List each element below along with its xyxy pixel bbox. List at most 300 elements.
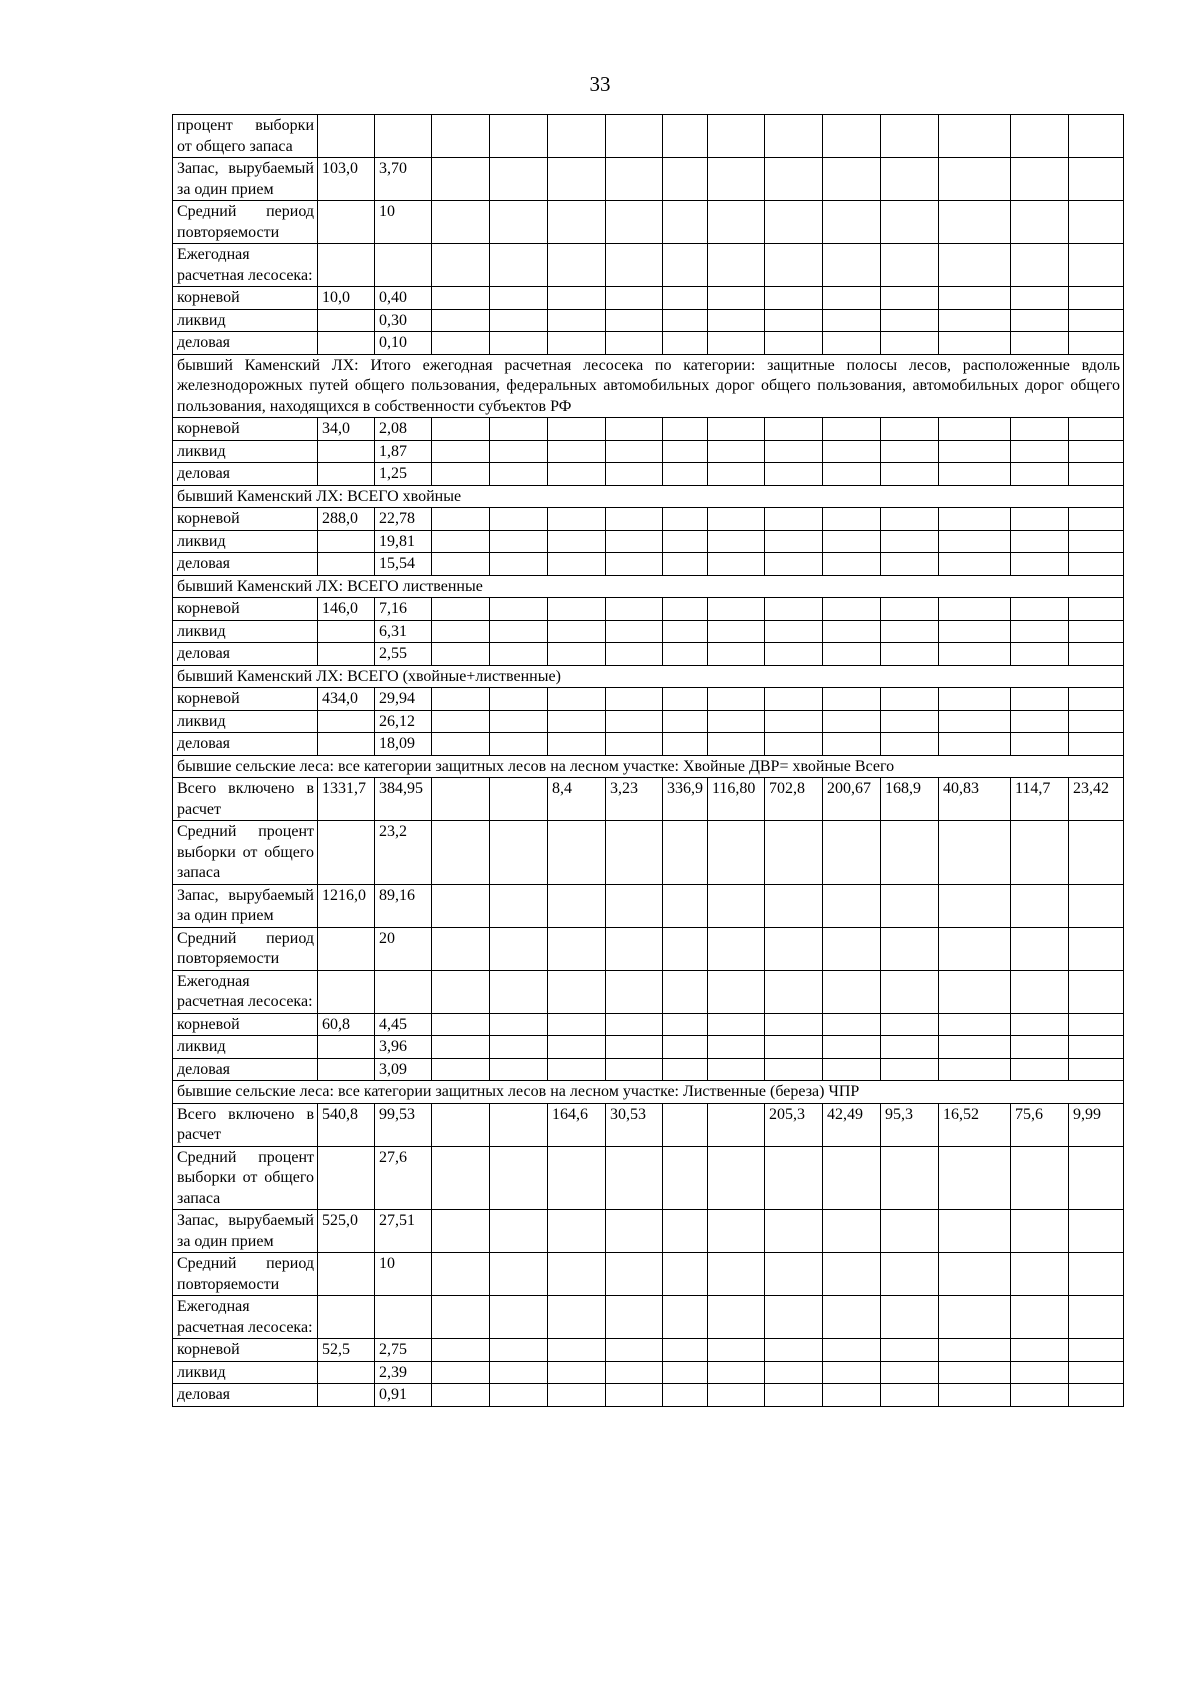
table-cell: 702,8 — [765, 778, 823, 821]
table-row — [173, 115, 1124, 158]
table-row — [173, 733, 1124, 756]
table-cell — [1069, 1339, 1124, 1362]
table-row — [173, 530, 1124, 553]
table-cell — [548, 710, 606, 733]
table-cell — [881, 821, 939, 885]
table-cell — [663, 440, 708, 463]
table-cell — [375, 970, 432, 1013]
table-cell — [708, 1036, 765, 1059]
table-cell — [881, 1210, 939, 1253]
table-cell — [1011, 1058, 1069, 1081]
table-cell — [765, 115, 823, 158]
table-cell — [663, 309, 708, 332]
table-row — [173, 332, 1124, 355]
table-cell — [1069, 1361, 1124, 1384]
table-cell: 384,95 — [375, 778, 432, 821]
table-cell — [939, 1013, 1011, 1036]
table-cell: 60,8 — [318, 1013, 375, 1036]
table-cell — [490, 821, 548, 885]
table-cell — [432, 244, 490, 287]
table-cell — [823, 688, 881, 711]
table-cell — [939, 115, 1011, 158]
table-cell — [318, 643, 375, 666]
table-cell — [548, 1361, 606, 1384]
table-cell — [1069, 332, 1124, 355]
table-cell — [606, 1384, 663, 1407]
table-cell — [606, 1058, 663, 1081]
table-cell — [708, 821, 765, 885]
table-cell — [823, 508, 881, 531]
row-label: деловая — [173, 1058, 318, 1081]
table-cell — [663, 158, 708, 201]
row-label: деловая — [173, 332, 318, 355]
table-cell — [490, 309, 548, 332]
table-cell — [1011, 821, 1069, 885]
table-cell — [708, 1058, 765, 1081]
table-row — [173, 1361, 1124, 1384]
table-cell — [1069, 553, 1124, 576]
table-cell — [663, 733, 708, 756]
table-cell — [1069, 643, 1124, 666]
table-cell — [823, 244, 881, 287]
table-cell — [823, 1036, 881, 1059]
table-cell: 200,67 — [823, 778, 881, 821]
section-header-row — [173, 485, 1124, 508]
table-cell — [548, 158, 606, 201]
table-cell — [708, 970, 765, 1013]
table-cell — [548, 733, 606, 756]
table-cell — [663, 1103, 708, 1146]
table-cell — [490, 508, 548, 531]
table-cell — [432, 1146, 490, 1210]
table-cell — [939, 733, 1011, 756]
table-row — [173, 1210, 1124, 1253]
table-cell — [881, 884, 939, 927]
table-cell: 16,52 — [939, 1103, 1011, 1146]
table-cell — [663, 1210, 708, 1253]
table-cell — [432, 688, 490, 711]
table-cell — [606, 553, 663, 576]
table-cell — [432, 710, 490, 733]
table-cell — [432, 463, 490, 486]
table-cell: 1331,7 — [318, 778, 375, 821]
table-cell — [318, 1058, 375, 1081]
table-row — [173, 309, 1124, 332]
table-cell — [765, 440, 823, 463]
table-cell — [548, 1384, 606, 1407]
table-cell — [606, 688, 663, 711]
table-cell — [490, 643, 548, 666]
table-cell — [939, 1253, 1011, 1296]
table-cell — [765, 463, 823, 486]
table-row — [173, 418, 1124, 441]
table-cell — [432, 1103, 490, 1146]
table-cell — [318, 244, 375, 287]
table-cell — [1069, 1146, 1124, 1210]
table-cell — [708, 1384, 765, 1407]
table-cell — [432, 733, 490, 756]
row-label: деловая — [173, 553, 318, 576]
table-cell — [823, 1058, 881, 1081]
table-cell — [1069, 158, 1124, 201]
table-cell — [490, 530, 548, 553]
table-cell — [881, 287, 939, 310]
table-cell — [490, 1146, 548, 1210]
table-row — [173, 440, 1124, 463]
table-cell — [823, 1013, 881, 1036]
table-cell — [823, 287, 881, 310]
table-cell — [1011, 598, 1069, 621]
table-cell — [548, 440, 606, 463]
table-cell — [939, 620, 1011, 643]
row-label: деловая — [173, 733, 318, 756]
table-cell — [606, 598, 663, 621]
table-cell — [1069, 927, 1124, 970]
table-cell — [765, 927, 823, 970]
row-label: Средний процент выборки от общего запаса — [173, 1146, 318, 1210]
table-cell — [490, 553, 548, 576]
table-cell — [318, 1146, 375, 1210]
table-cell — [432, 1036, 490, 1059]
table-cell — [490, 440, 548, 463]
table-cell — [606, 418, 663, 441]
row-label: ликвид — [173, 530, 318, 553]
table-cell — [823, 115, 881, 158]
table-cell — [939, 287, 1011, 310]
table-cell — [765, 1361, 823, 1384]
table-row — [173, 463, 1124, 486]
table-cell — [1011, 309, 1069, 332]
table-cell — [823, 1339, 881, 1362]
table-cell — [1069, 463, 1124, 486]
table-cell — [548, 643, 606, 666]
table-cell — [490, 244, 548, 287]
row-label: Ежегодная расчетная лесосека: — [173, 244, 318, 287]
table-cell — [318, 1253, 375, 1296]
table-cell — [432, 553, 490, 576]
table-cell — [432, 287, 490, 310]
table-cell — [490, 1103, 548, 1146]
row-label: ликвид — [173, 620, 318, 643]
table-cell — [765, 688, 823, 711]
table-cell — [1011, 418, 1069, 441]
table-cell: 40,83 — [939, 778, 1011, 821]
table-cell — [765, 309, 823, 332]
table-cell — [432, 332, 490, 355]
table-cell — [548, 418, 606, 441]
table-cell — [490, 1384, 548, 1407]
table-cell: 116,80 — [708, 778, 765, 821]
row-label: Запас, вырубаемый за один прием — [173, 1210, 318, 1253]
table-cell — [663, 620, 708, 643]
table-row — [173, 553, 1124, 576]
table-cell — [939, 463, 1011, 486]
table-cell — [881, 1036, 939, 1059]
table-cell — [548, 201, 606, 244]
table-cell — [881, 710, 939, 733]
table-cell — [663, 115, 708, 158]
table-cell — [939, 884, 1011, 927]
table-cell — [708, 158, 765, 201]
table-cell — [823, 1253, 881, 1296]
table-cell — [490, 598, 548, 621]
table-cell — [765, 1296, 823, 1339]
table-cell — [432, 201, 490, 244]
table-cell — [432, 821, 490, 885]
table-cell — [765, 332, 823, 355]
table-cell: 9,99 — [1069, 1103, 1124, 1146]
table-cell — [318, 733, 375, 756]
table-cell — [881, 1384, 939, 1407]
table-cell: 103,0 — [318, 158, 375, 201]
table-cell: 434,0 — [318, 688, 375, 711]
table-cell — [1069, 530, 1124, 553]
table-cell — [765, 1253, 823, 1296]
table-cell — [663, 463, 708, 486]
table-cell: 540,8 — [318, 1103, 375, 1146]
table-row — [173, 970, 1124, 1013]
table-cell — [318, 309, 375, 332]
table-cell — [606, 733, 663, 756]
table-cell — [490, 1036, 548, 1059]
table-cell — [1011, 553, 1069, 576]
table-cell — [318, 463, 375, 486]
table-cell — [663, 530, 708, 553]
table-cell — [663, 508, 708, 531]
table-cell — [318, 620, 375, 643]
row-label: корневой — [173, 508, 318, 531]
table-cell — [939, 201, 1011, 244]
table-cell — [432, 115, 490, 158]
table-cell — [708, 620, 765, 643]
table-cell — [881, 1058, 939, 1081]
table-cell — [1011, 287, 1069, 310]
table-cell — [490, 733, 548, 756]
table-cell — [548, 530, 606, 553]
table-cell — [939, 508, 1011, 531]
table-cell: 23,42 — [1069, 778, 1124, 821]
table-cell — [765, 1036, 823, 1059]
table-cell — [881, 553, 939, 576]
table-cell — [548, 1036, 606, 1059]
row-label: деловая — [173, 463, 318, 486]
table-cell — [1069, 115, 1124, 158]
table-cell — [606, 1361, 663, 1384]
row-label: Средний период повторяемости — [173, 1253, 318, 1296]
table-cell — [1069, 1253, 1124, 1296]
table-cell — [708, 553, 765, 576]
table-cell — [939, 821, 1011, 885]
table-cell: 4,45 — [375, 1013, 432, 1036]
table-cell — [823, 1361, 881, 1384]
table-cell — [606, 927, 663, 970]
table-cell — [606, 309, 663, 332]
table-cell — [490, 287, 548, 310]
table-cell — [881, 1146, 939, 1210]
table-cell — [881, 332, 939, 355]
table-cell — [548, 598, 606, 621]
table-cell — [1011, 643, 1069, 666]
table-cell — [606, 643, 663, 666]
section-header-row — [173, 1081, 1124, 1104]
table-row — [173, 1036, 1124, 1059]
table-row — [173, 508, 1124, 531]
table-cell — [1011, 115, 1069, 158]
table-cell — [1011, 733, 1069, 756]
table-cell — [490, 927, 548, 970]
table-cell: 27,51 — [375, 1210, 432, 1253]
table-cell — [1011, 1036, 1069, 1059]
table-cell — [548, 508, 606, 531]
table-cell — [939, 530, 1011, 553]
table-cell — [708, 201, 765, 244]
table-cell — [1011, 1361, 1069, 1384]
table-cell — [823, 158, 881, 201]
table-cell — [490, 1339, 548, 1362]
table-cell — [663, 1253, 708, 1296]
table-cell — [765, 1013, 823, 1036]
table-body — [173, 115, 1124, 1407]
table-cell — [490, 970, 548, 1013]
table-row — [173, 1384, 1124, 1407]
table-cell — [939, 1058, 1011, 1081]
table-cell — [1011, 1253, 1069, 1296]
table-cell — [432, 1253, 490, 1296]
table-cell — [939, 418, 1011, 441]
table-cell — [548, 115, 606, 158]
table-cell: 34,0 — [318, 418, 375, 441]
table-cell — [663, 1146, 708, 1210]
table-cell — [881, 440, 939, 463]
table-cell: 52,5 — [318, 1339, 375, 1362]
table-cell: 23,2 — [375, 821, 432, 885]
table-cell — [663, 884, 708, 927]
table-cell — [1069, 821, 1124, 885]
table-cell — [606, 1339, 663, 1362]
row-label: деловая — [173, 1384, 318, 1407]
table-cell: 0,10 — [375, 332, 432, 355]
table-cell — [823, 201, 881, 244]
table-cell: 336,9 — [663, 778, 708, 821]
table-cell — [375, 115, 432, 158]
row-label: ликвид — [173, 440, 318, 463]
row-label: Запас, вырубаемый за один прием — [173, 884, 318, 927]
row-label: ликвид — [173, 710, 318, 733]
table-cell — [548, 927, 606, 970]
table-cell — [708, 115, 765, 158]
table-cell — [663, 1058, 708, 1081]
table-cell — [881, 1013, 939, 1036]
table-cell — [663, 332, 708, 355]
table-cell — [708, 530, 765, 553]
table-cell — [432, 927, 490, 970]
table-cell: 114,7 — [1011, 778, 1069, 821]
table-cell — [823, 598, 881, 621]
table-cell — [1011, 530, 1069, 553]
table-cell — [490, 1013, 548, 1036]
table-row — [173, 1339, 1124, 1362]
row-label: Ежегодная расчетная лесосека: — [173, 970, 318, 1013]
table-cell: 22,78 — [375, 508, 432, 531]
table-cell — [708, 1146, 765, 1210]
table-cell — [708, 1210, 765, 1253]
section-title: бывший Каменский ЛХ: ВСЕГО лиственные — [173, 575, 1124, 598]
table-cell — [1069, 418, 1124, 441]
row-label: корневой — [173, 287, 318, 310]
table-cell — [318, 440, 375, 463]
row-label: ликвид — [173, 1036, 318, 1059]
table-cell — [881, 309, 939, 332]
table-cell: 30,53 — [606, 1103, 663, 1146]
table-cell — [1069, 1036, 1124, 1059]
table-cell: 0,91 — [375, 1384, 432, 1407]
table-cell — [823, 1210, 881, 1253]
table-cell — [765, 643, 823, 666]
table-cell — [432, 970, 490, 1013]
table-cell — [881, 418, 939, 441]
table-cell — [663, 1036, 708, 1059]
table-cell — [765, 598, 823, 621]
table-cell — [318, 530, 375, 553]
table-cell — [823, 1384, 881, 1407]
table-cell — [548, 1058, 606, 1081]
table-cell — [490, 1210, 548, 1253]
table-cell: 164,6 — [548, 1103, 606, 1146]
table-cell — [1069, 309, 1124, 332]
table-cell — [663, 1013, 708, 1036]
table-cell — [708, 643, 765, 666]
table-cell — [548, 970, 606, 1013]
table-cell — [765, 287, 823, 310]
table-cell — [432, 158, 490, 201]
table-cell — [1011, 201, 1069, 244]
table-cell: 2,55 — [375, 643, 432, 666]
table-cell: 29,94 — [375, 688, 432, 711]
table-cell — [939, 970, 1011, 1013]
table-cell — [548, 553, 606, 576]
table-cell — [881, 1339, 939, 1362]
table-cell — [663, 643, 708, 666]
table-cell — [823, 884, 881, 927]
table-cell — [548, 620, 606, 643]
table-cell — [939, 1361, 1011, 1384]
table-cell — [663, 1361, 708, 1384]
table-cell — [1069, 1296, 1124, 1339]
table-cell: 15,54 — [375, 553, 432, 576]
table-cell — [606, 710, 663, 733]
section-title: бывшие сельские леса: все категории защитных лесов на лесном участке: Хвойные ДВР= хвойные Всего — [173, 755, 1124, 778]
table-cell — [1011, 710, 1069, 733]
table-cell — [823, 821, 881, 885]
table-cell: 8,4 — [548, 778, 606, 821]
table-cell — [490, 115, 548, 158]
table-cell — [606, 508, 663, 531]
table-cell — [606, 332, 663, 355]
table-cell — [823, 733, 881, 756]
table-cell — [1069, 884, 1124, 927]
table-cell — [708, 710, 765, 733]
table-cell — [823, 620, 881, 643]
row-label: Средний процент выборки от общего запаса — [173, 821, 318, 885]
table-cell — [606, 1036, 663, 1059]
table-cell: 19,81 — [375, 530, 432, 553]
table-cell — [1069, 970, 1124, 1013]
table-cell — [708, 927, 765, 970]
table-cell — [490, 463, 548, 486]
section-title: бывшие сельские леса: все категории защитных лесов на лесном участке: Лиственные (береза) ЧПР — [173, 1081, 1124, 1104]
table-cell — [432, 1013, 490, 1036]
table-cell — [606, 821, 663, 885]
